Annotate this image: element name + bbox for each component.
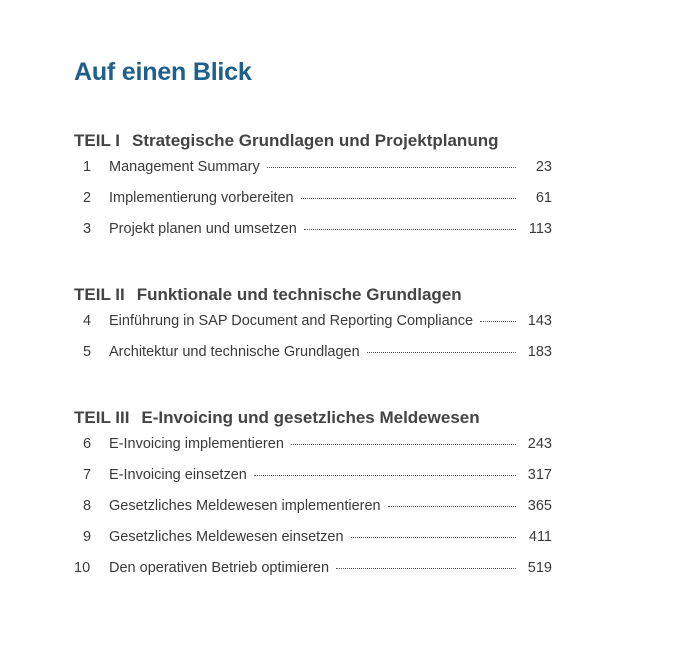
- chapter-row-3[interactable]: [74, 221, 552, 252]
- chapter-title: Gesetzliches Meldewesen implementieren: [109, 498, 381, 514]
- chapter-list: [74, 436, 552, 591]
- dot-leader: [304, 229, 516, 230]
- chapter-row-8[interactable]: [74, 498, 552, 529]
- chapter-list: [74, 313, 552, 375]
- chapter-number: 3: [83, 221, 92, 237]
- chapter-number: 4: [83, 313, 92, 329]
- dot-leader: [480, 321, 516, 322]
- chapter-page: 113: [528, 221, 552, 237]
- chapter-number: 2: [83, 190, 92, 206]
- part-3: [74, 408, 552, 591]
- chapter-row-5[interactable]: [74, 344, 552, 375]
- page-title: Auf einen Blick: [74, 58, 252, 86]
- dot-leader: [367, 352, 516, 353]
- chapter-title: Projekt planen und umsetzen: [109, 221, 297, 237]
- chapter-page: 23: [535, 159, 552, 175]
- chapter-number: 1: [83, 159, 92, 175]
- chapter-row-1[interactable]: [74, 159, 552, 190]
- chapter-title: Implementierung vorbereiten: [109, 190, 294, 206]
- chapter-page: 519: [527, 560, 552, 576]
- dot-leader: [301, 198, 516, 199]
- chapter-row-2[interactable]: [74, 190, 552, 221]
- part-title: Strategische Grundlagen und Projektplanung: [131, 131, 499, 150]
- part-2: [74, 285, 552, 375]
- chapter-title: E-Invoicing implementieren: [109, 436, 284, 452]
- part-label: TEIL II: [74, 285, 125, 304]
- dot-leader: [267, 167, 516, 168]
- chapter-page: 183: [527, 344, 552, 360]
- chapter-list: [74, 159, 552, 252]
- chapter-page: 365: [527, 498, 552, 514]
- chapter-number: 5: [83, 344, 92, 360]
- chapter-page: 143: [527, 313, 552, 329]
- part-heading: [74, 131, 552, 155]
- chapter-page: 61: [535, 190, 552, 206]
- chapter-row-9[interactable]: [74, 529, 552, 560]
- chapter-title: E-Invoicing einsetzen: [109, 467, 247, 483]
- chapter-row-6[interactable]: [74, 436, 552, 467]
- part-label: TEIL I: [74, 131, 120, 150]
- dot-leader: [254, 475, 516, 476]
- chapter-row-4[interactable]: [74, 313, 552, 344]
- chapter-title: Gesetzliches Meldewesen einsetzen: [109, 529, 344, 545]
- dot-leader: [336, 568, 516, 569]
- chapter-page: 243: [527, 436, 552, 452]
- chapter-page: 317: [527, 467, 552, 483]
- chapter-title: Management Summary: [109, 159, 260, 175]
- chapter-title: Den operativen Betrieb optimieren: [109, 560, 330, 576]
- part-heading: [74, 285, 552, 309]
- chapter-number: 6: [83, 436, 92, 452]
- chapter-number: 7: [83, 467, 92, 483]
- chapter-title: Architektur und technische Grundlagen: [109, 344, 360, 360]
- dot-leader: [388, 506, 516, 507]
- part-1: [74, 131, 552, 252]
- part-title: E-Invoicing und gesetzliches Meldewesen: [141, 408, 480, 427]
- chapter-number: 10: [74, 560, 91, 576]
- chapter-row-7[interactable]: [74, 467, 552, 498]
- dot-leader: [291, 444, 516, 445]
- part-title: Funktionale und technische Grundlagen: [136, 285, 462, 304]
- chapter-page: 411: [528, 529, 552, 545]
- part-heading: [74, 408, 552, 432]
- chapter-title: Einführung in SAP Document and Reporting Compliance: [109, 313, 474, 329]
- chapter-number: 9: [83, 529, 92, 545]
- chapter-number: 8: [83, 498, 92, 514]
- chapter-row-10[interactable]: [74, 560, 552, 591]
- dot-leader: [351, 537, 516, 538]
- part-label: TEIL III: [74, 408, 130, 427]
